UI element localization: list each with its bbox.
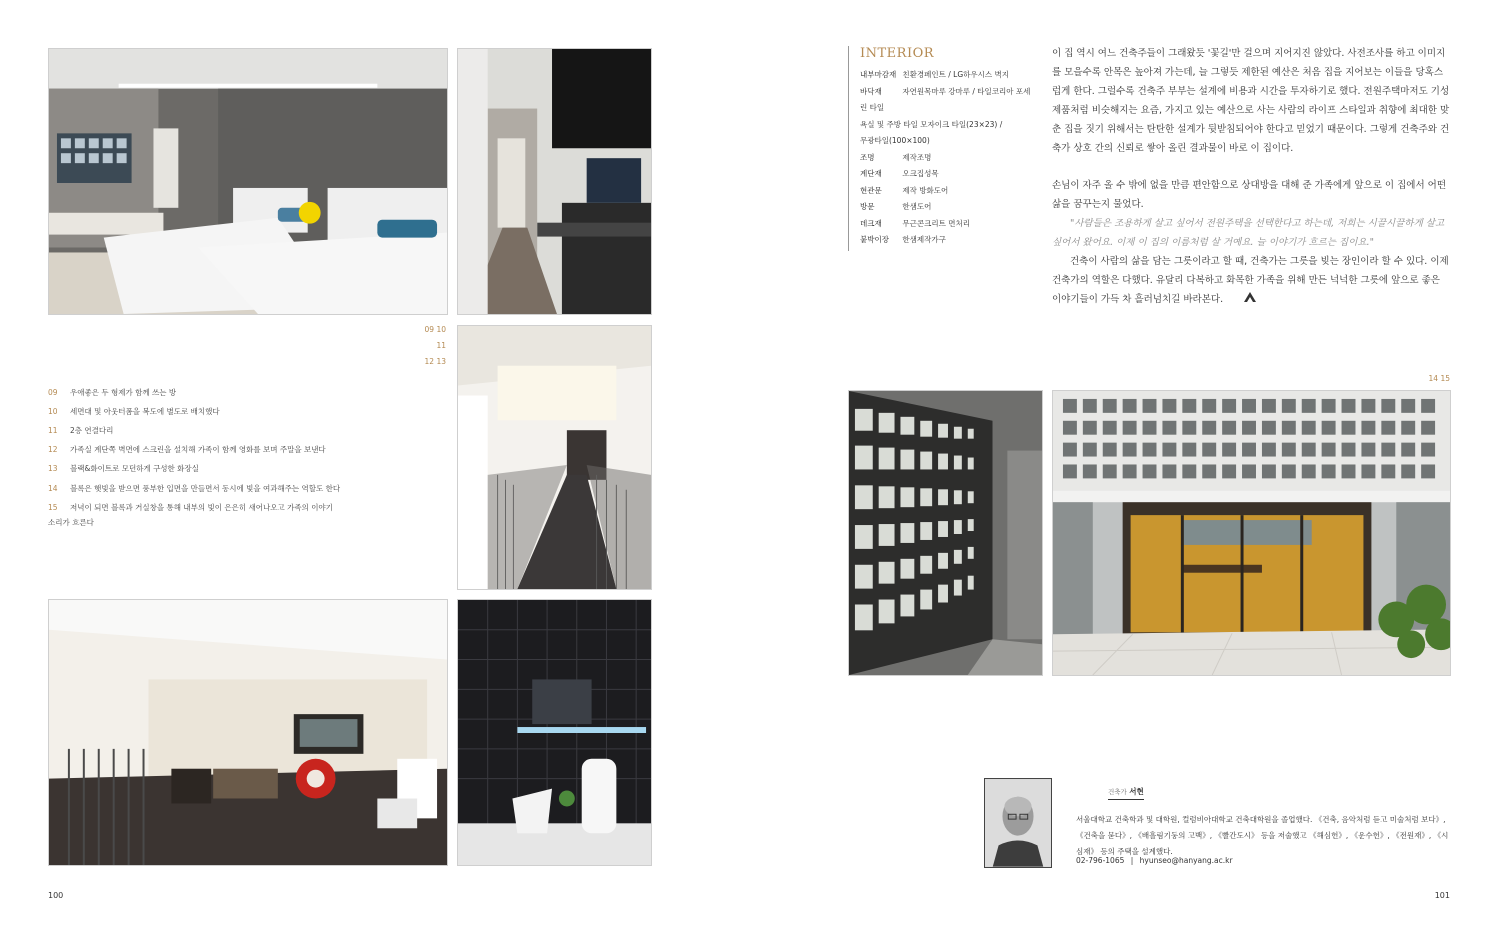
- architect-photo: [984, 778, 1052, 868]
- bedroom-illustration: [49, 49, 447, 314]
- caption-number: 11: [48, 426, 58, 435]
- spec-value: 무근콘크리트 면처리: [902, 218, 970, 228]
- caption-number: 12: [48, 445, 58, 454]
- caption-text: 우애좋은 두 형제가 함께 쓰는 방: [70, 388, 177, 397]
- caption-number: 14: [48, 484, 58, 493]
- interior-specs: [860, 46, 1045, 249]
- page-number-right: 101: [1434, 891, 1450, 900]
- caption-item: [48, 463, 199, 474]
- spec-value: 친환경페인트 / LG하우시스 벽지: [902, 70, 1009, 79]
- spec-value: 모자이크 타일(23×23) /: [920, 119, 1003, 129]
- house-exterior-illustration: [1053, 391, 1450, 675]
- caption-number: 15: [48, 503, 58, 512]
- caption-item: [48, 387, 176, 398]
- photo-family-room: [48, 599, 448, 866]
- architect-name: 서현: [1129, 787, 1144, 796]
- spec-key: 조명: [860, 152, 875, 162]
- spec-value: 제작 방화도어: [902, 185, 949, 195]
- caption-text: 블록은 햇빛을 받으면 풍부한 입면을 만들면서 동시에 빛을 여과해주는 역할도 한다: [70, 484, 341, 493]
- spec-value: 한샘도어: [902, 202, 932, 211]
- body-paragraph: 이 집 역시 여느 건축주들이 그래왔듯 '꽃길'만 걸으며 지어지진 않았다. 사전조사를 하고 이미지를 모을수록 안목은 높아져 가는데, 늘 그렇듯 제한된 예산은 처음 집을 지어보는 이들을 당혹스럽게 한다. 그럴수록 건축주 부부는 설계에 비용과 시간을 투자하기로 했다. 전원주택마저도 기성제품처럼 비슷해지는 요즘, 가지고 있는 예산으로 사는 사람의 라이프 스타일과 취향에 최대한 맞춘 집을 짓기 위해서는 탄탄한 설계가 뒷받침되어야 한다고 믿었기 때문이다. 그렇게 건축주와 건축가 상호 간의 신뢰로 쌓아 올린 결과물이 바로 이 집이다.: [1052, 48, 1450, 154]
- bathroom-illustration: [458, 600, 651, 865]
- block-wall-illustration: [849, 391, 1042, 675]
- caption-item: [48, 483, 340, 494]
- spec-row: [860, 150, 1045, 167]
- article-body: [1052, 44, 1450, 309]
- figure-number: 09 10: [424, 325, 446, 334]
- bridge-illustration: [458, 326, 651, 589]
- caption-item: [48, 444, 326, 455]
- architect-portrait: [985, 779, 1051, 867]
- figure-numbers-right: 14 15: [1428, 374, 1450, 383]
- spec-row: [860, 133, 1045, 150]
- contact-separator: |: [1130, 856, 1134, 865]
- photo-kids-bedroom: [48, 48, 448, 315]
- spec-row: [860, 100, 1045, 117]
- caption-text: 2층 연결다리: [70, 426, 114, 435]
- caption-text: 블랙&화이트로 모던하게 구성한 화장실: [70, 464, 199, 473]
- caption-number: 10: [48, 407, 58, 416]
- hallway-illustration: [458, 49, 651, 314]
- caption-text: 저녁이 되면 블록과 거실창을 통해 내부의 빛이 은은히 새어나오고 가족의 이야기: [70, 503, 333, 512]
- spec-key: 데크재: [860, 218, 882, 228]
- family-room-illustration: [49, 600, 447, 865]
- spec-row: [860, 84, 1045, 101]
- spec-value: 제작조명: [902, 152, 932, 162]
- figure-number: 11: [436, 341, 446, 350]
- photo-house-night-exterior: [1052, 390, 1451, 676]
- spec-value: 한샘제작가구: [902, 235, 946, 244]
- caption-item: [48, 517, 94, 528]
- spec-row: [860, 216, 1045, 233]
- closing-text: 건축이 사람의 삶을 담는 그릇이라고 할 때, 건축가는 그릇을 빚는 장인이라 할 수 있다. 이제 건축가의 역할은 다했다. 유달리 다복하고 화목한 가족을 위해 만든 넉넉한 그릇에 앞으로 좋은 이야기들이 가득 차 흘러넘치길 바라본다.: [1052, 256, 1449, 305]
- caption-number: 13: [48, 464, 58, 473]
- interior-rule: [848, 46, 852, 251]
- spec-key: 현관문: [860, 185, 882, 195]
- spec-row: [860, 183, 1045, 200]
- spec-key: 붙박이장: [860, 235, 889, 244]
- architect-contact: [1076, 856, 1233, 865]
- architect-phone: 02-796-1065: [1076, 856, 1125, 865]
- spec-key: 무광타일(100×100): [860, 136, 930, 145]
- spec-row: [860, 166, 1045, 183]
- figure-number: 12 13: [424, 357, 446, 366]
- photo-bridge: [457, 325, 652, 590]
- figure-numbers-left: [400, 322, 446, 370]
- spec-row: [860, 232, 1045, 249]
- spec-value: 오크집성목: [902, 169, 939, 178]
- spec-key: 바닥재: [860, 86, 882, 96]
- photo-hallway-vanity: [457, 48, 652, 315]
- caption-item: [48, 425, 113, 436]
- caption-text: 세면대 및 아웃터폼을 복도에 별도로 배치했다: [70, 407, 220, 416]
- closing-paragraph: [1052, 252, 1450, 309]
- photo-bathroom: [457, 599, 652, 866]
- spec-key: 린 타일: [860, 103, 885, 112]
- caption-text: 가족실 계단쪽 벽면에 스크린을 설치해 가족이 함께 영화를 보며 주말을 보낸다: [70, 445, 326, 454]
- spec-value: 자연원목마루 강마루 / 타일코리아 포세: [902, 86, 1031, 96]
- photo-block-wall-corridor: [848, 390, 1043, 676]
- body-paragraph: 손님이 자주 올 수 밖에 없을 만큼 편안함으로 상대방을 대해 준 가족에게 앞으로 이 집에서 어떤 삶을 꿈꾸는지 물었다.: [1052, 180, 1447, 210]
- caption-text: 소리가 흐른다: [48, 518, 94, 527]
- spec-key: 욕실 및 주방 타일: [860, 119, 918, 129]
- caption-item: [48, 406, 220, 417]
- architect-email[interactable]: hyunseo@hanyang.ac.kr: [1139, 856, 1233, 865]
- page-number-left: 100: [48, 891, 64, 900]
- end-mark-icon: [1226, 290, 1256, 309]
- architect-role: 건축가: [1108, 788, 1127, 796]
- spec-key: 내부마감재: [860, 70, 897, 79]
- interior-title: INTERIOR: [860, 46, 935, 61]
- caption-item: [48, 502, 333, 513]
- spec-key: 계단재: [860, 169, 882, 178]
- spec-row: [860, 199, 1045, 216]
- architect-byline: [1108, 786, 1144, 800]
- spec-row: [860, 117, 1045, 134]
- architect-bio: 서울대학교 건축학과 및 대학원, 컬럼비아대학교 건축대학원을 졸업했다. 《건축, 음악처럼 듣고 미술처럼 보다》, 《건축을 묻다》, 《배흘림기둥의 고백》, 《빨간도시》 등을 저술했고 《해심헌》, 《운수헌》, 《전원재》, 《시심재》 등의 주택을 설계했다.: [1076, 815, 1449, 856]
- spec-row: [860, 67, 1045, 84]
- caption-number: 09: [48, 388, 58, 397]
- pull-quote: "사람들은 조용하게 살고 싶어서 전원주택을 선택한다고 하는데, 저희는 시끌시끌하게 살고 싶어서 왔어요. 이제 이 집의 이름처럼 살 거예요. 늘 이야기가 흐르는 집이요.": [1052, 218, 1445, 248]
- spec-key: 방문: [860, 202, 875, 211]
